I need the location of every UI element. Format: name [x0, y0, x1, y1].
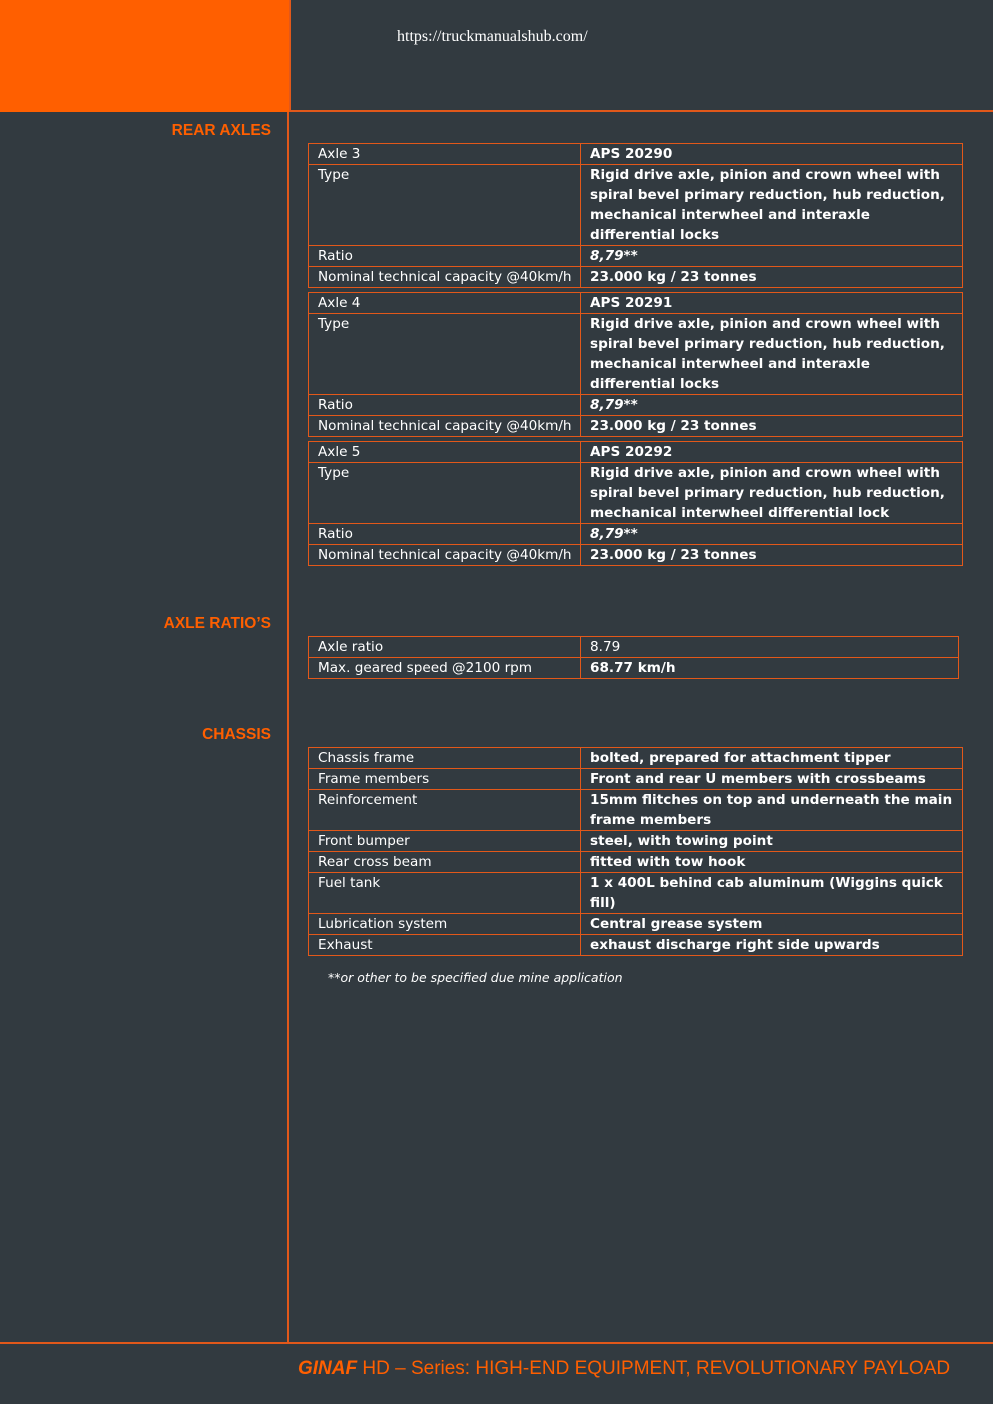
row-label: Chassis frame: [309, 748, 581, 769]
row-label: Nominal technical capacity @40km/h: [309, 267, 581, 288]
header-divider-vertical: [289, 0, 291, 112]
row-label: Axle 4: [309, 293, 581, 314]
chassis-table: [308, 747, 963, 956]
footer-tagline: [298, 1358, 950, 1380]
row-value: 15mm flitches on top and underneath the main frame members: [581, 790, 963, 831]
row-value: Front and rear U members with crossbeams: [581, 769, 963, 790]
table-row: [309, 293, 963, 314]
row-value: 1 x 400L behind cab aluminum (Wiggins quick fill): [581, 873, 963, 914]
section-title-chassis: CHASSIS: [202, 726, 271, 743]
row-value: fitted with tow hook: [581, 852, 963, 873]
axle-3-table: [308, 143, 963, 288]
row-label: Axle ratio: [309, 637, 581, 658]
table-row: [309, 416, 963, 437]
table-row: [309, 935, 963, 956]
row-value: Rigid drive axle, pinion and crown wheel with spiral bevel primary reduction, hub reduction, mechanical interwheel and interaxle differential locks: [581, 165, 963, 246]
row-label: Rear cross beam: [309, 852, 581, 873]
axle-4-table: [308, 292, 963, 437]
section-title-rear-axles: REAR AXLES: [171, 122, 271, 139]
row-label: Reinforcement: [309, 790, 581, 831]
section-title-axle-ratios: AXLE RATIO’S: [163, 615, 271, 632]
row-label: Ratio: [309, 524, 581, 545]
footer-brand: GINAF: [298, 1358, 358, 1379]
row-label: Nominal technical capacity @40km/h: [309, 545, 581, 566]
row-value: 68.77 km/h: [581, 658, 959, 679]
footer-divider: [0, 1342, 993, 1344]
row-value: 8,79**: [581, 246, 963, 267]
row-label: Type: [309, 314, 581, 395]
source-url: https://truckmanualshub.com/: [397, 28, 588, 45]
row-label: Lubrication system: [309, 914, 581, 935]
footnote: **or other to be specified due mine application: [328, 970, 623, 985]
row-value: Central grease system: [581, 914, 963, 935]
row-value: 23.000 kg / 23 tonnes: [581, 545, 963, 566]
table-row: [309, 524, 963, 545]
row-label: Nominal technical capacity @40km/h: [309, 416, 581, 437]
table-row: [309, 314, 963, 395]
table-row: [309, 637, 959, 658]
row-label: Exhaust: [309, 935, 581, 956]
row-value: Rigid drive axle, pinion and crown wheel with spiral bevel primary reduction, hub reduction, mechanical interwheel differential lock: [581, 463, 963, 524]
row-label: Axle 3: [309, 144, 581, 165]
row-value: 23.000 kg / 23 tonnes: [581, 267, 963, 288]
table-row: [309, 873, 963, 914]
table-row: [309, 463, 963, 524]
row-value: 8,79**: [581, 524, 963, 545]
table-row: [309, 852, 963, 873]
row-label: Max. geared speed @2100 rpm: [309, 658, 581, 679]
row-label: Type: [309, 165, 581, 246]
row-value: bolted, prepared for attachment tipper: [581, 748, 963, 769]
table-row: [309, 545, 963, 566]
table-row: [309, 914, 963, 935]
table-row: [309, 769, 963, 790]
row-label: Fuel tank: [309, 873, 581, 914]
row-value: APS 20292: [581, 442, 963, 463]
sidebar-divider: [287, 112, 289, 1343]
row-value: 23.000 kg / 23 tonnes: [581, 416, 963, 437]
table-row: [309, 267, 963, 288]
table-row: [309, 658, 959, 679]
footer-text: HD – Series: HIGH-END EQUIPMENT, REVOLUTIONARY PAYLOAD: [357, 1358, 951, 1379]
row-value: 8,79**: [581, 395, 963, 416]
axle-ratio-table: [308, 636, 959, 679]
header-divider: [289, 110, 993, 112]
row-value: Rigid drive axle, pinion and crown wheel with spiral bevel primary reduction, hub reduction, mechanical interwheel and interaxle differential locks: [581, 314, 963, 395]
row-label: Type: [309, 463, 581, 524]
table-row: [309, 246, 963, 267]
header-orange-block: [0, 0, 289, 112]
row-label: Frame members: [309, 769, 581, 790]
axle-5-table: [308, 441, 963, 566]
row-value: APS 20290: [581, 144, 963, 165]
row-value: APS 20291: [581, 293, 963, 314]
table-row: [309, 165, 963, 246]
row-label: Front bumper: [309, 831, 581, 852]
table-row: [309, 790, 963, 831]
table-row: [309, 144, 963, 165]
table-row: [309, 442, 963, 463]
row-label: Ratio: [309, 395, 581, 416]
row-value: exhaust discharge right side upwards: [581, 935, 963, 956]
row-label: Axle 5: [309, 442, 581, 463]
row-label: Ratio: [309, 246, 581, 267]
table-row: [309, 831, 963, 852]
table-row: [309, 748, 963, 769]
table-row: [309, 395, 963, 416]
row-value: 8.79: [581, 637, 959, 658]
row-value: steel, with towing point: [581, 831, 963, 852]
